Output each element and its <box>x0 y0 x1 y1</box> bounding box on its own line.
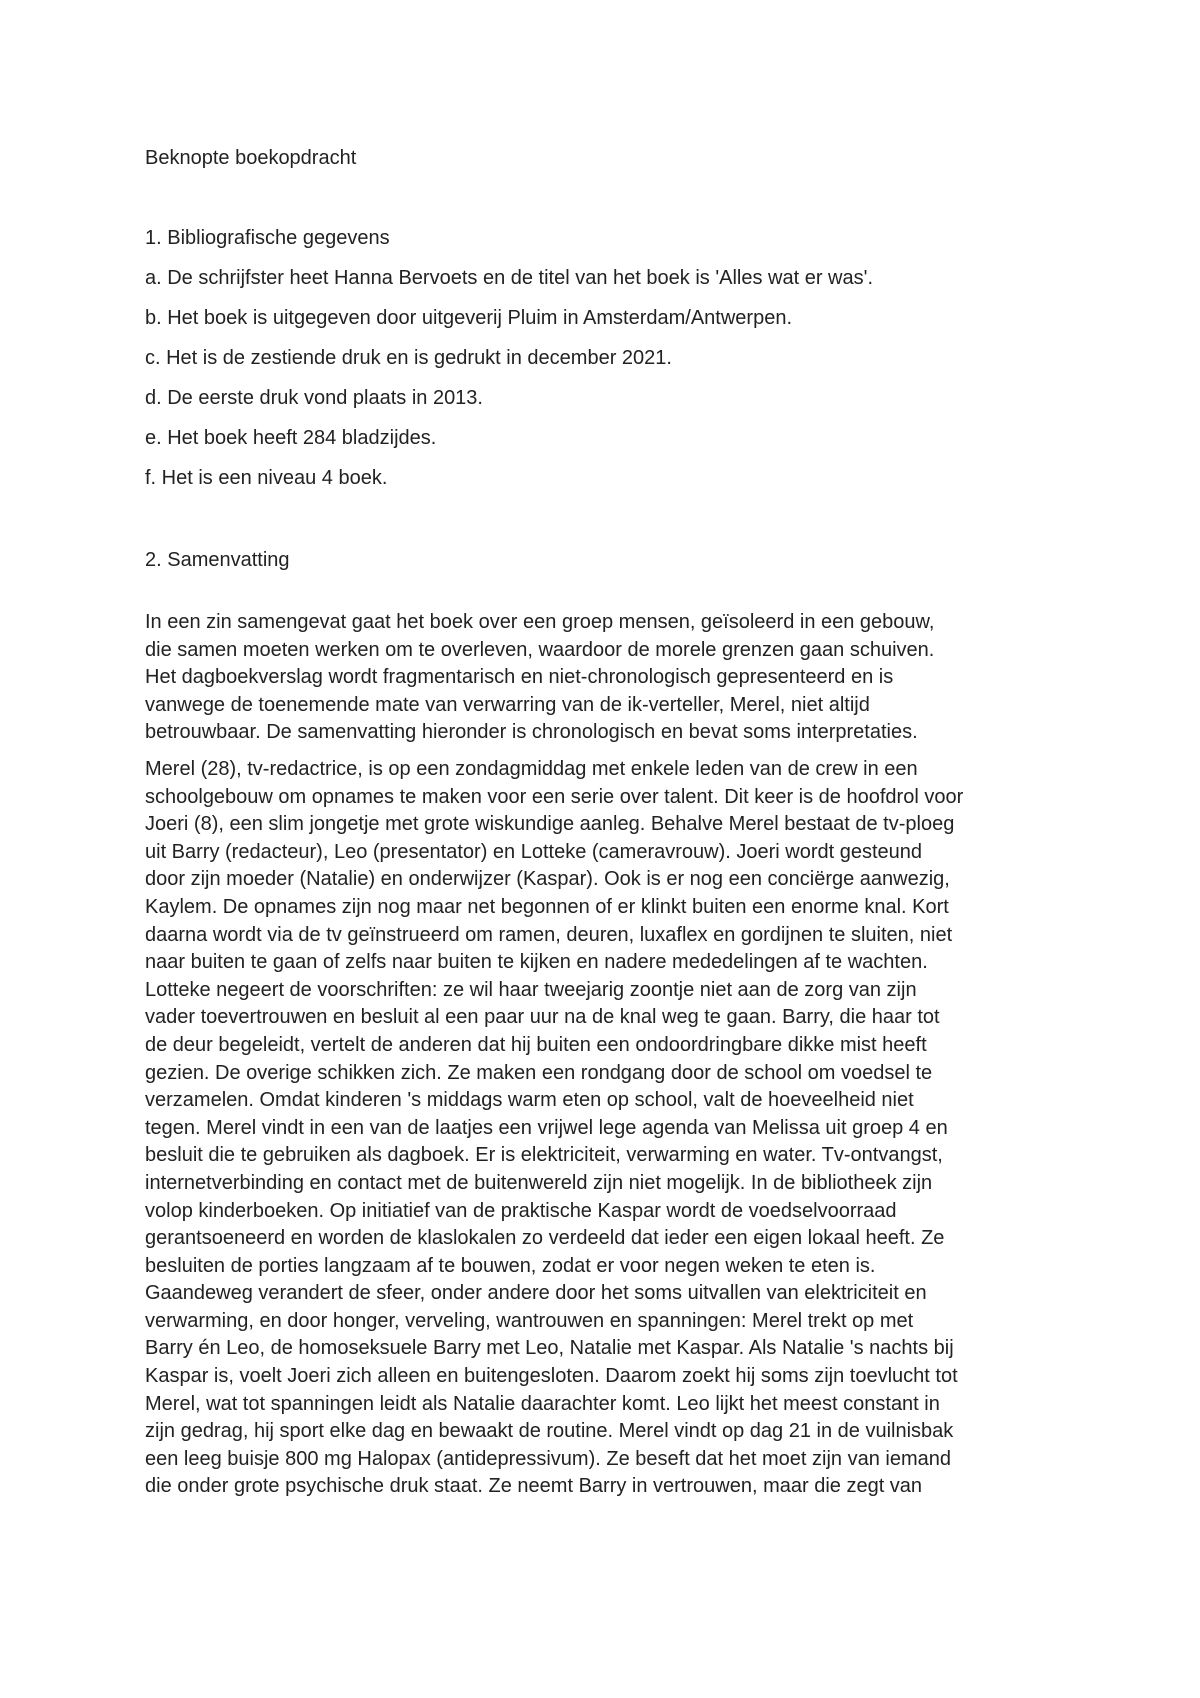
paragraph-line: daarna wordt via de tv geïnstrueerd om ramen, deuren, luxaflex en gordijnen te sluiten, niet <box>145 923 953 946</box>
biblio-item-d: d. De eerste druk vond plaats in 2013. <box>145 387 483 409</box>
paragraph-line: Kaylem. De opnames zijn nog maar net begonnen of er klinkt buiten een enorme knal. Kort <box>145 895 949 918</box>
paragraph-line: naar buiten te gaan of zelfs naar buiten te kijken en nadere mededelingen af te wachten. <box>145 951 928 974</box>
document-page <box>145 0 1065 1698</box>
paragraph-line: de deur begeleidt, vertelt de anderen dat hij buiten een ondoordringbare dikke mist heeft <box>145 1033 927 1056</box>
summary-paragraph-intro <box>145 609 1065 747</box>
paragraph-line: uit Barry (redacteur), Leo (presentator) en Lotteke (cameravrouw). Joeri wordt gesteund <box>145 840 923 863</box>
paragraph-line: gezien. De overige schikken zich. Ze maken een rondgang door de school om voedsel te <box>145 1061 933 1084</box>
paragraph-line: die onder grote psychische druk staat. Ze neemt Barry in vertrouwen, maar die zegt van <box>145 1475 923 1498</box>
section-heading-summary: 2. Samenvatting <box>145 549 290 571</box>
biblio-item-c: c. Het is de zestiende druk en is gedrukt in december 2021. <box>145 347 672 369</box>
biblio-item-b: b. Het boek is uitgegeven door uitgeverij Pluim in Amsterdam/Antwerpen. <box>145 307 793 329</box>
paragraph-line: door zijn moeder (Natalie) en onderwijzer (Kaspar). Ook is er nog een conciërge aanwezig, <box>145 868 950 891</box>
paragraph-line: besluit die te gebruiken als dagboek. Er is elektriciteit, verwarming en water. Tv-ontvangst, <box>145 1144 943 1167</box>
paragraph-line: verzamelen. Omdat kinderen 's middags warm eten op school, valt de hoeveelheid niet <box>145 1089 914 1112</box>
paragraph-line: tegen. Merel vindt in een van de laatjes een vrijwel lege agenda van Melissa uit groep 4 en <box>145 1116 948 1139</box>
paragraph-line: internetverbinding en contact met de buitenwereld zijn niet mogelijk. In de bibliotheek zijn <box>145 1171 933 1194</box>
paragraph-line: Lotteke negeert de voorschriften: ze wil haar tweejarig zoontje niet aan de zorg van zijn <box>145 978 917 1001</box>
paragraph-line: besluiten de porties langzaam af te bouwen, zodat er voor negen weken te eten is. <box>145 1254 876 1277</box>
paragraph-line: een leeg buisje 800 mg Halopax (antidepressivum). Ze beseft dat het moet zijn van iemand <box>145 1447 952 1470</box>
paragraph-line: Merel (28), tv-redactrice, is op een zondagmiddag met enkele leden van de crew in een <box>145 758 918 780</box>
paragraph-line: Kaspar is, voelt Joeri zich alleen en buitengesloten. Daarom zoekt hij soms zijn toevlucht tot <box>145 1365 958 1388</box>
paragraph-line: vanwege de toenemende mate van verwarring van de ik-verteller, Merel, niet altijd <box>145 693 870 716</box>
document-title: Beknopte boekopdracht <box>145 147 357 169</box>
summary-paragraph-main <box>145 756 1065 1501</box>
biblio-item-a: a. De schrijfster heet Hanna Bervoets en de titel van het boek is 'Alles wat er was'. <box>145 267 873 289</box>
paragraph-line: Merel, wat tot spanningen leidt als Natalie daarachter komt. Leo lijkt het meest constant in <box>145 1392 940 1415</box>
paragraph-line: volop kinderboeken. Op initiatief van de praktische Kaspar wordt de voedselvoorraad <box>145 1199 897 1222</box>
paragraph-line: zijn gedrag, hij sport elke dag en bewaakt de routine. Merel vindt op dag 21 in de vuilnisbak <box>145 1420 954 1443</box>
paragraph-line: Joeri (8), een slim jongetje met grote wiskundige aanleg. Behalve Merel bestaat de tv-ploeg <box>145 813 955 836</box>
paragraph-line: vader toevertrouwen en besluit al een paar uur na de knal weg te gaan. Barry, die haar tot <box>145 1006 940 1029</box>
section-heading-bibliography: 1. Bibliografische gegevens <box>145 227 390 249</box>
biblio-item-f: f. Het is een niveau 4 boek. <box>145 467 388 489</box>
paragraph-line: In een zin samengevat gaat het boek over een groep mensen, geïsoleerd in een gebouw, <box>145 611 935 633</box>
paragraph-line: gerantsoeneerd en worden de klaslokalen zo verdeeld dat ieder een eigen lokaal heeft. Ze <box>145 1227 945 1250</box>
paragraph-line: die samen moeten werken om te overleven, waardoor de morele grenzen gaan schuiven. <box>145 638 935 661</box>
biblio-item-e: e. Het boek heeft 284 bladzijdes. <box>145 427 437 449</box>
paragraph-line: Barry én Leo, de homoseksuele Barry met Leo, Natalie met Kaspar. Als Natalie 's nachts bij <box>145 1337 954 1360</box>
paragraph-line: betrouwbaar. De samenvatting hieronder is chronologisch en bevat soms interpretaties. <box>145 721 918 744</box>
paragraph-line: schoolgebouw om opnames te maken voor een serie over talent. Dit keer is de hoofdrol voor <box>145 785 964 808</box>
paragraph-line: Het dagboekverslag wordt fragmentarisch en niet-chronologisch gepresenteerd en is <box>145 666 894 689</box>
paragraph-line: Gaandeweg verandert de sfeer, onder andere door het soms uitvallen van elektriciteit en <box>145 1282 927 1305</box>
paragraph-line: verwarming, en door honger, verveling, wantrouwen en spanningen: Merel trekt op met <box>145 1309 914 1332</box>
